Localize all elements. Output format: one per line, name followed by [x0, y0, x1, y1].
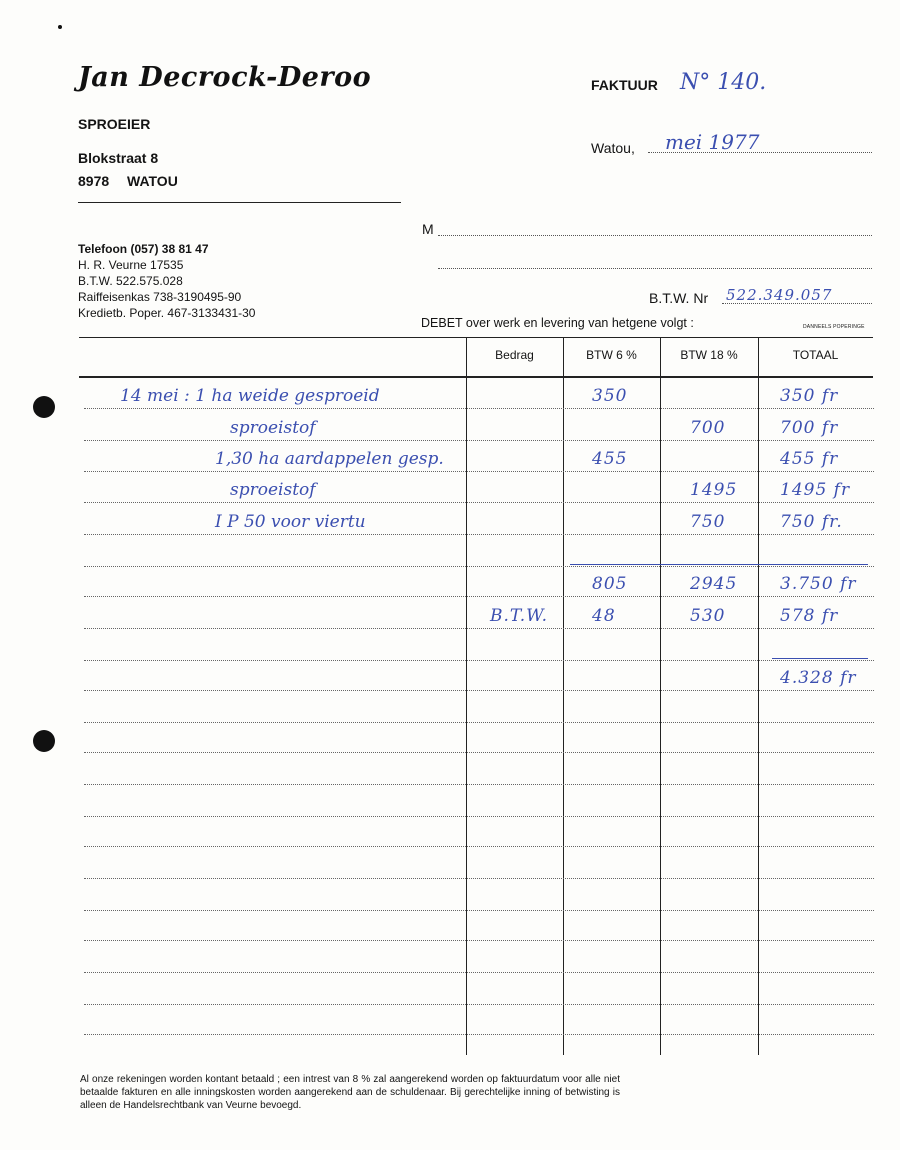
- company-phone: Telefoon (057) 38 81 47: [78, 242, 209, 256]
- company-register: H. R. Veurne 17535: [78, 258, 184, 272]
- company-city: WATOU: [127, 173, 178, 189]
- ruled-line: [84, 690, 874, 691]
- ruled-line: [84, 752, 874, 753]
- subtotal-rule: [570, 564, 868, 565]
- addressee-line-1: [438, 235, 872, 236]
- row-description: I P 50 voor viertu: [215, 512, 366, 532]
- col-divider-1: [466, 337, 467, 1055]
- punch-hole-bottom: [33, 730, 55, 752]
- row-description: sproeistof: [230, 418, 316, 438]
- company-bank-2: Kredietb. Poper. 467-3133431-30: [78, 306, 256, 320]
- cell-btw-18: 700: [690, 418, 726, 438]
- cell-totaal: 350 fr: [780, 386, 839, 406]
- cell-totaal: 578 fr: [780, 606, 839, 626]
- invoice-date: mei 1977: [665, 130, 760, 154]
- header-btw-18: BTW 18 %: [680, 348, 738, 362]
- ruled-line: [84, 440, 874, 441]
- cell-totaal: 700 fr: [780, 418, 839, 438]
- punch-hole-top: [33, 396, 55, 418]
- ruled-line: [84, 628, 874, 629]
- printer-mark: DANNEELS POPERINGE: [803, 324, 865, 330]
- ruled-line: [84, 722, 874, 723]
- company-trade: SPROEIER: [78, 116, 151, 132]
- btw-nr-value: 522.349.057: [726, 286, 833, 304]
- company-bank-1: Raiffeisenkas 738-3190495-90: [78, 290, 242, 304]
- col-divider-3: [660, 337, 661, 1055]
- ruled-line: [84, 784, 874, 785]
- addressee-label: M: [422, 221, 434, 237]
- row-description: 1,30 ha aardappelen gesp.: [215, 449, 444, 469]
- total-rule: [772, 658, 868, 659]
- cell-btw-6: 805: [592, 574, 628, 594]
- cell-btw-18: 2945: [690, 574, 738, 594]
- ruled-line: [84, 660, 874, 661]
- ruled-line: [84, 940, 874, 941]
- cell-totaal: 750 fr.: [780, 512, 843, 532]
- place-label: Watou,: [591, 140, 635, 156]
- cell-totaal: 4.328 fr: [780, 668, 857, 688]
- ruled-line: [84, 534, 874, 535]
- company-vat: B.T.W. 522.575.028: [78, 274, 183, 288]
- btw-nr-label: B.T.W. Nr: [649, 290, 709, 306]
- header-totaal: TOTAAL: [792, 348, 839, 362]
- addressee-line-2: [438, 268, 872, 269]
- col-divider-4: [758, 337, 759, 1055]
- debet-text: DEBET over werk en levering van hetgene volgt :: [421, 316, 694, 330]
- ruled-line: [84, 846, 874, 847]
- header-btw-6: BTW 6 %: [586, 348, 637, 362]
- cell-btw-6: 350: [592, 386, 628, 406]
- ruled-line: [84, 502, 874, 503]
- row-description: 14 mei : 1 ha weide gesproeid: [120, 386, 380, 406]
- cell-totaal: 455 fr: [780, 449, 839, 469]
- ruled-line: [84, 910, 874, 911]
- ruled-line: [84, 566, 874, 567]
- ruled-line: [84, 1034, 874, 1035]
- ruled-line: [84, 471, 874, 472]
- cell-btw-6: 455: [592, 449, 628, 469]
- invoice-number: N° 140.: [680, 70, 767, 95]
- ruled-line: [84, 408, 874, 409]
- ruled-line: [84, 596, 874, 597]
- company-postcode: 8978: [78, 173, 110, 189]
- col-divider-2: [563, 337, 564, 1055]
- cell-btw-6: 48: [592, 606, 616, 626]
- cell-totaal: 3.750 fr: [780, 574, 857, 594]
- invoice-label: FAKTUUR: [591, 77, 658, 93]
- company-street: Blokstraat 8: [78, 150, 159, 166]
- cell-btw-18: 530: [690, 606, 726, 626]
- table-header-rule: [79, 376, 873, 378]
- row-description: sproeistof: [230, 480, 316, 500]
- cell-btw-18: 1495: [690, 480, 738, 500]
- ruled-line: [84, 816, 874, 817]
- company-name: Jan Decrock-Deroo: [78, 62, 372, 93]
- edge-mark: [58, 25, 62, 29]
- ruled-line: [84, 1004, 874, 1005]
- ruled-line: [84, 972, 874, 973]
- cell-bedrag: B.T.W.: [490, 606, 549, 626]
- payment-terms: Al onze rekeningen worden kontant betaald ; een intrest van 8 % zal aangerekend worden op faktuurdatum voor alle niet betaalde fakturen en alle inningskosten worden aangerekend aan de schuldenaar. Bij gerechtelijke inning of betwisting is alleen de Handelsrechtbank van Veurne bevoegd.: [80, 1074, 620, 1111]
- cell-totaal: 1495 fr: [780, 480, 851, 500]
- letterhead-rule: [78, 202, 401, 203]
- ruled-line: [84, 878, 874, 879]
- cell-btw-18: 750: [690, 512, 726, 532]
- header-bedrag: Bedrag: [495, 348, 534, 362]
- table-top-rule: [79, 337, 873, 338]
